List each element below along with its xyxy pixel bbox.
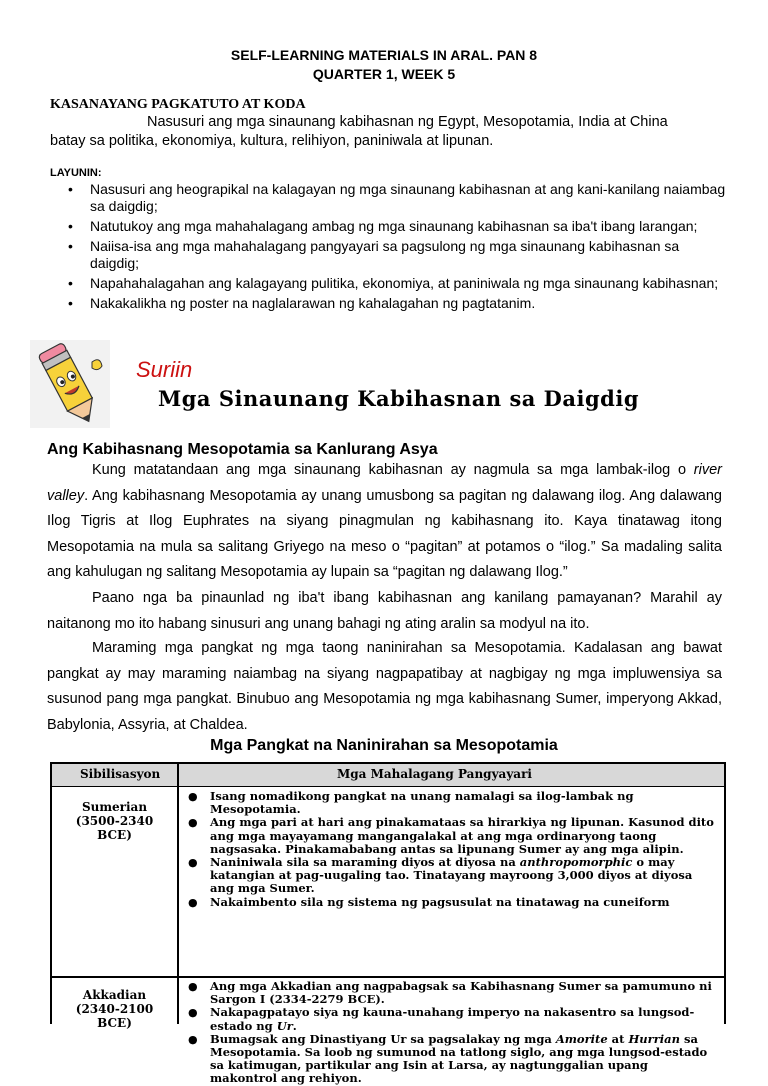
civ-years: BCE) [97, 1016, 132, 1030]
objectives-label: LAYUNIN: [50, 167, 102, 179]
event-item [188, 856, 716, 896]
competency-line1: Nasusuri ang mga sinaunang kabihasnan ng Egypt, Mesopotamia, India at China [147, 114, 668, 130]
pencil-mascot-icon [30, 340, 110, 428]
civilizations-table [50, 762, 726, 1086]
civ-years: (3500-2340 [75, 814, 154, 828]
paragraph-2-text: Paano nga ba pinaunlad ng iba't ibang kabihasnan ang kanilang pamayanan? Marahil ay naitanong mo ito habang sinusuri ang unang bahagi ng ating aralin sa modyul na ito. [47, 590, 722, 632]
paragraph-1 [47, 458, 722, 586]
table-column-divider [177, 764, 179, 1024]
event-emphasis: Hurrian [628, 1031, 680, 1046]
table-header-row [52, 764, 724, 787]
article-heading: Ang Kabihasnang Mesopotamia sa Kanlurang Asya [47, 441, 438, 458]
events-list [188, 790, 716, 909]
objective-item: • Naiisa-isa ang mga mahahalagang pangyayari sa pagsulong ng mga sinaunang kabihasnan sa daigdig; [68, 238, 728, 272]
paragraph-1-emphasis: river valley [47, 462, 722, 504]
paragraph-3 [47, 636, 722, 738]
table-row-divider [52, 976, 724, 978]
civ-cell [52, 800, 177, 842]
objectives-list [68, 181, 728, 315]
event-text: Bumagsak ang Dinastiyang Ur sa pagsalakay ng mga [210, 1031, 556, 1046]
page-title: Mga Sinaunang Kabihasnan sa Daigdig [158, 386, 640, 411]
event-item: ● Nakaimbento sila ng sistema ng pagsusulat na tinatawag na cuneiform [188, 896, 716, 909]
objective-item: • Nasusuri ang heograpikal na kalagayan ng mga sinaunang kabihasnan at ang kani-kanilang naiambag sa daigdig; [68, 181, 728, 215]
competency-title: KASANAYANG PAGKATUTO AT KODA [50, 97, 306, 112]
objective-item: • Napahahalagahan ang kalagayang pulitika, ekonomiya, at paniniwala ng mga sinaunang kabihasnan; [68, 275, 728, 292]
competency-text [50, 113, 730, 151]
paragraph-1-rest: . Ang kabihasnang Mesopotamia ay unang umusbong sa pagitan ng dalawang ilog. Ang dalawang Ilog Tigris at Ilog Euphrates na siyang pinagmulan ng kabihasnang ito. Kaya tinatawag itong Mesopotamia na mula sa salitang Griyego na meso o “pagitan” at potamos o “ilog.” Sa madaling salita ang kahulugan ng salitang Mesopotamia ay lupain sa “pagitan ng dalawang Ilog.” [47, 487, 722, 580]
objective-item: • Natutukoy ang mga mahahalagang ambag ng mga sinaunang kabihasnan sa iba't ibang larangan; [68, 218, 728, 235]
section-label-suriin: Suriin [136, 357, 193, 382]
paragraph-3-text: Maraming mga pangkat ng mga taong naninirahan sa Mesopotamia. Kadalasan ang bawat pangkat ay may maraming naiambag na siyang nagpapatibay at nagbigay ng mga impluwensiya sa susunod pang mga pangkat. Binubuo ang Mesopotamia ng mga kabihasnang Sumer, imperyong Akkad, Babylonia, Assyria, at Chaldea. [47, 640, 722, 733]
events-list [188, 980, 716, 1086]
paragraph-2 [47, 586, 722, 637]
event-text: o may katangian at pag-uugaling tao. [210, 855, 675, 883]
event-text: Tinatayang mayroong 3,000 diyos at diyosa ang mga Sumer. [210, 868, 693, 896]
table-title: Mga Pangkat na Naninirahan sa Mesopotamia [210, 737, 558, 754]
competency-line2: batay sa politika, ekonomiya, kultura, relihiyon, paniniwala at lipunan. [50, 133, 494, 149]
event-emphasis: anthropomorphic [519, 855, 633, 870]
event-emphasis: Ur [276, 1018, 293, 1033]
table-header-civ: Sibilisasyon [80, 767, 161, 781]
civ-name: Sumerian [81, 800, 148, 814]
event-item: ● Isang nomadikong pangkat na unang namalagi sa ilog-lambak ng Mesopotamia. [188, 790, 716, 816]
event-text: Naniniwala sila sa maraming diyos at diyosa na [210, 855, 520, 870]
event-item [188, 1033, 716, 1086]
civ-name: Akkadian [82, 988, 147, 1002]
objective-item: • Nakakalikha ng poster na naglalarawan ng kahalagahan ng pagtatanim. [68, 295, 728, 312]
event-item: ● Ang mga Akkadian ang nagpabagsak sa Kabihasnang Sumer sa pamumuno ni Sargon I (2334-2279 BCE). [188, 980, 716, 1006]
event-item: ● Ang mga pari at hari ang pinakamataas sa hirarkiya ng lipunan. Kasunod dito ang mga mayayamang mangangalakal at ang mga ordinaryong taong nagsasaka. Pinakamababang antas sa lipunang Sumer ay ang mga alipin. [188, 816, 716, 856]
event-text: sa Mesopotamia. Sa loob ng sumunod na tatlong siglo, ang mga lungsod-estado sa katimugan, partikular ang Isin at Larsa, ay nagtunggalian upang makontrol ang rehiyon. [210, 1031, 708, 1086]
event-text: Nakapagpatayo siya ng kauna-unahang imperyo na nakasentro sa lungsod-estado ng [210, 1005, 695, 1033]
table-header-events: Mga Mahalagang Pangyayari [337, 767, 532, 781]
event-emphasis: Amorite [555, 1031, 608, 1046]
civ-years: (2340-2100 [75, 1002, 154, 1016]
doc-header-line2: QUARTER 1, WEEK 5 [312, 66, 456, 82]
event-item: ● Nakapagpatayo siya ng kauna-unahang imperyo na nakasentro sa lungsod-estado ng Ur. [188, 1006, 716, 1032]
civ-years: BCE) [97, 828, 132, 842]
doc-header-line1: SELF-LEARNING MATERIALS IN ARAL. PAN 8 [230, 47, 538, 63]
paragraph-1-start: Kung matatandaan ang mga sinaunang kabihasnan ay nagmula sa mga lambak-ilog o [92, 462, 694, 478]
event-text: at [607, 1031, 629, 1046]
